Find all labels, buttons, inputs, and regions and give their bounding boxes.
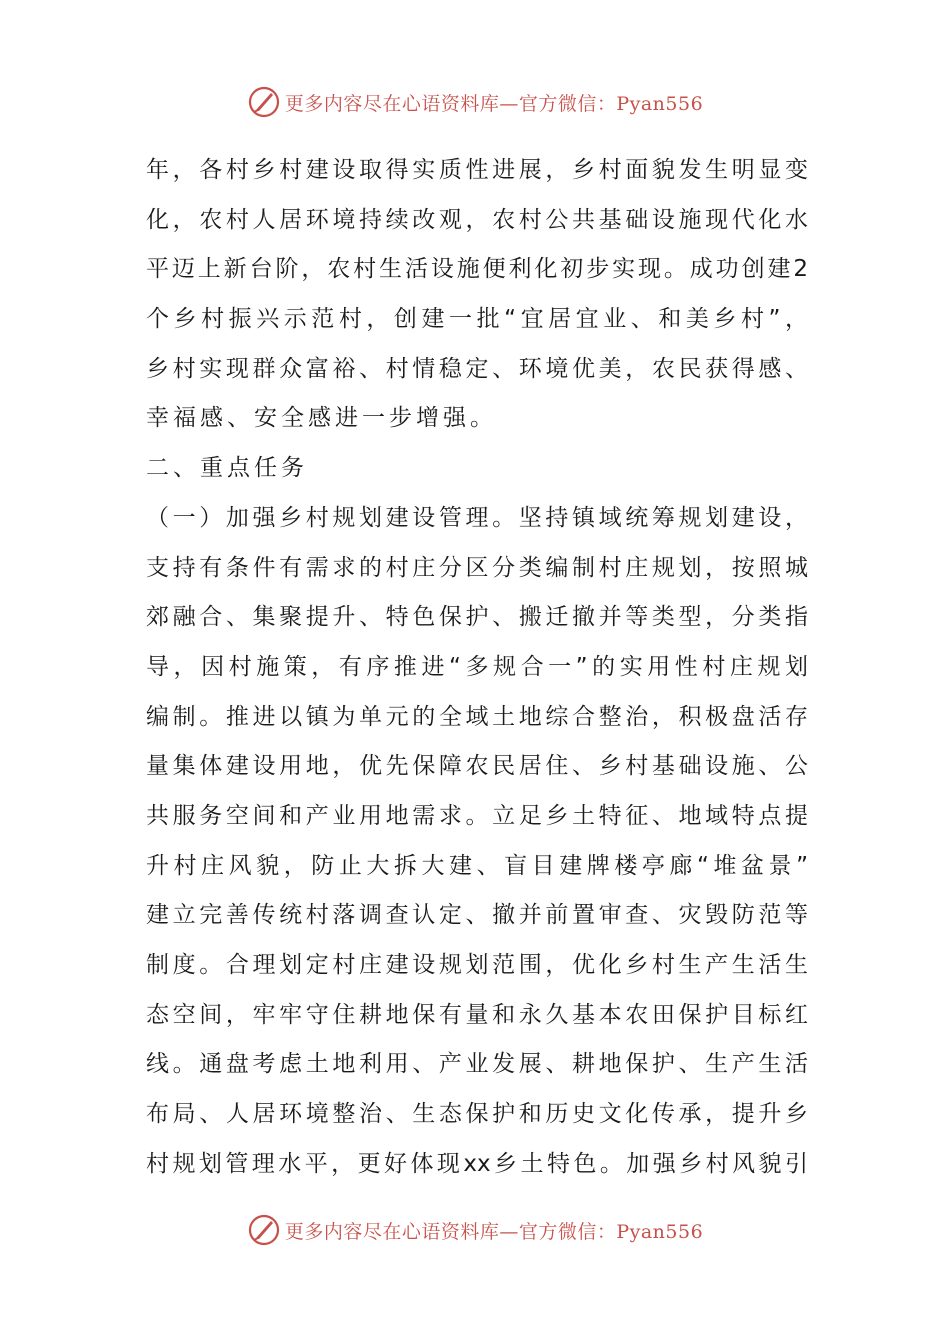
body-line: 升村庄风貌，防止大拆大建、盲目建牌楼亭廊“堆盆景” <box>146 852 808 879</box>
header-watermark <box>0 82 950 122</box>
body-line: 年，各村乡村建设取得实质性进展，乡村面貌发生明显变 <box>146 157 808 183</box>
body-line: 线。通盘考虑土地利用、产业发展、耕地保护、生产生活 <box>146 1051 808 1078</box>
quill-seal-icon <box>247 85 281 119</box>
watermark-text: 更多内容尽在心语资料库—官方微信：Pyan556 <box>284 1220 704 1243</box>
body-line: 量集体建设用地，优先保障农民居住、乡村基础设施、公 <box>146 753 808 780</box>
body-line: 态空间，牢牢守住耕地保有量和永久基本农田保护目标红 <box>146 1001 808 1028</box>
body-line: 平迈上新台阶，农村生活设施便利化初步实现。成功创建2 <box>146 256 808 283</box>
body-line: 支持有条件有需求的村庄分区分类编制村庄规划，按照城 <box>146 554 808 581</box>
quill-seal-icon <box>247 1213 281 1247</box>
footer-watermark <box>0 1210 950 1250</box>
body-line: 编制。推进以镇为单元的全域土地综合整治，积极盘活存 <box>146 703 808 730</box>
body-line-last: 幸福感、安全感进一步增强。 <box>146 405 497 432</box>
body-line: 共服务空间和产业用地需求。立足乡土特征、地域特点提 <box>146 802 808 829</box>
body-line: 化，农村人居环境持续改观，农村公共基础设施现代化水 <box>146 206 808 233</box>
document-body <box>146 146 808 1189</box>
body-line: 乡村实现群众富裕、村情稳定、环境优美，农民获得感、 <box>146 355 808 382</box>
body-line: 制度。合理划定村庄建设规划范围，优化乡村生产生活生 <box>146 952 808 978</box>
body-line: 郊融合、集聚提升、特色保护、搬迁撤并等类型，分类指 <box>146 604 808 631</box>
body-line: 导，因村施策，有序推进“多规合一”的实用性村庄规划 <box>146 653 808 680</box>
body-line: 建立完善传统村落调查认定、撤并前置审查、灾毁防范等 <box>146 902 808 929</box>
body-line: （一）加强乡村规划建设管理。坚持镇域统筹规划建设， <box>146 504 808 531</box>
body-line: 布局、人居环境整治、生态保护和历史文化传承，提升乡 <box>146 1101 808 1128</box>
watermark-text: 更多内容尽在心语资料库—官方微信：Pyan556 <box>284 92 704 115</box>
body-line: 村规划管理水平，更好体现xx乡土特色。加强乡村风貌引 <box>146 1150 808 1177</box>
body-line: 个乡村振兴示范村，创建一批“宜居宜业、和美乡村”， <box>146 306 808 333</box>
section-heading: 二、重点任务 <box>146 455 308 482</box>
